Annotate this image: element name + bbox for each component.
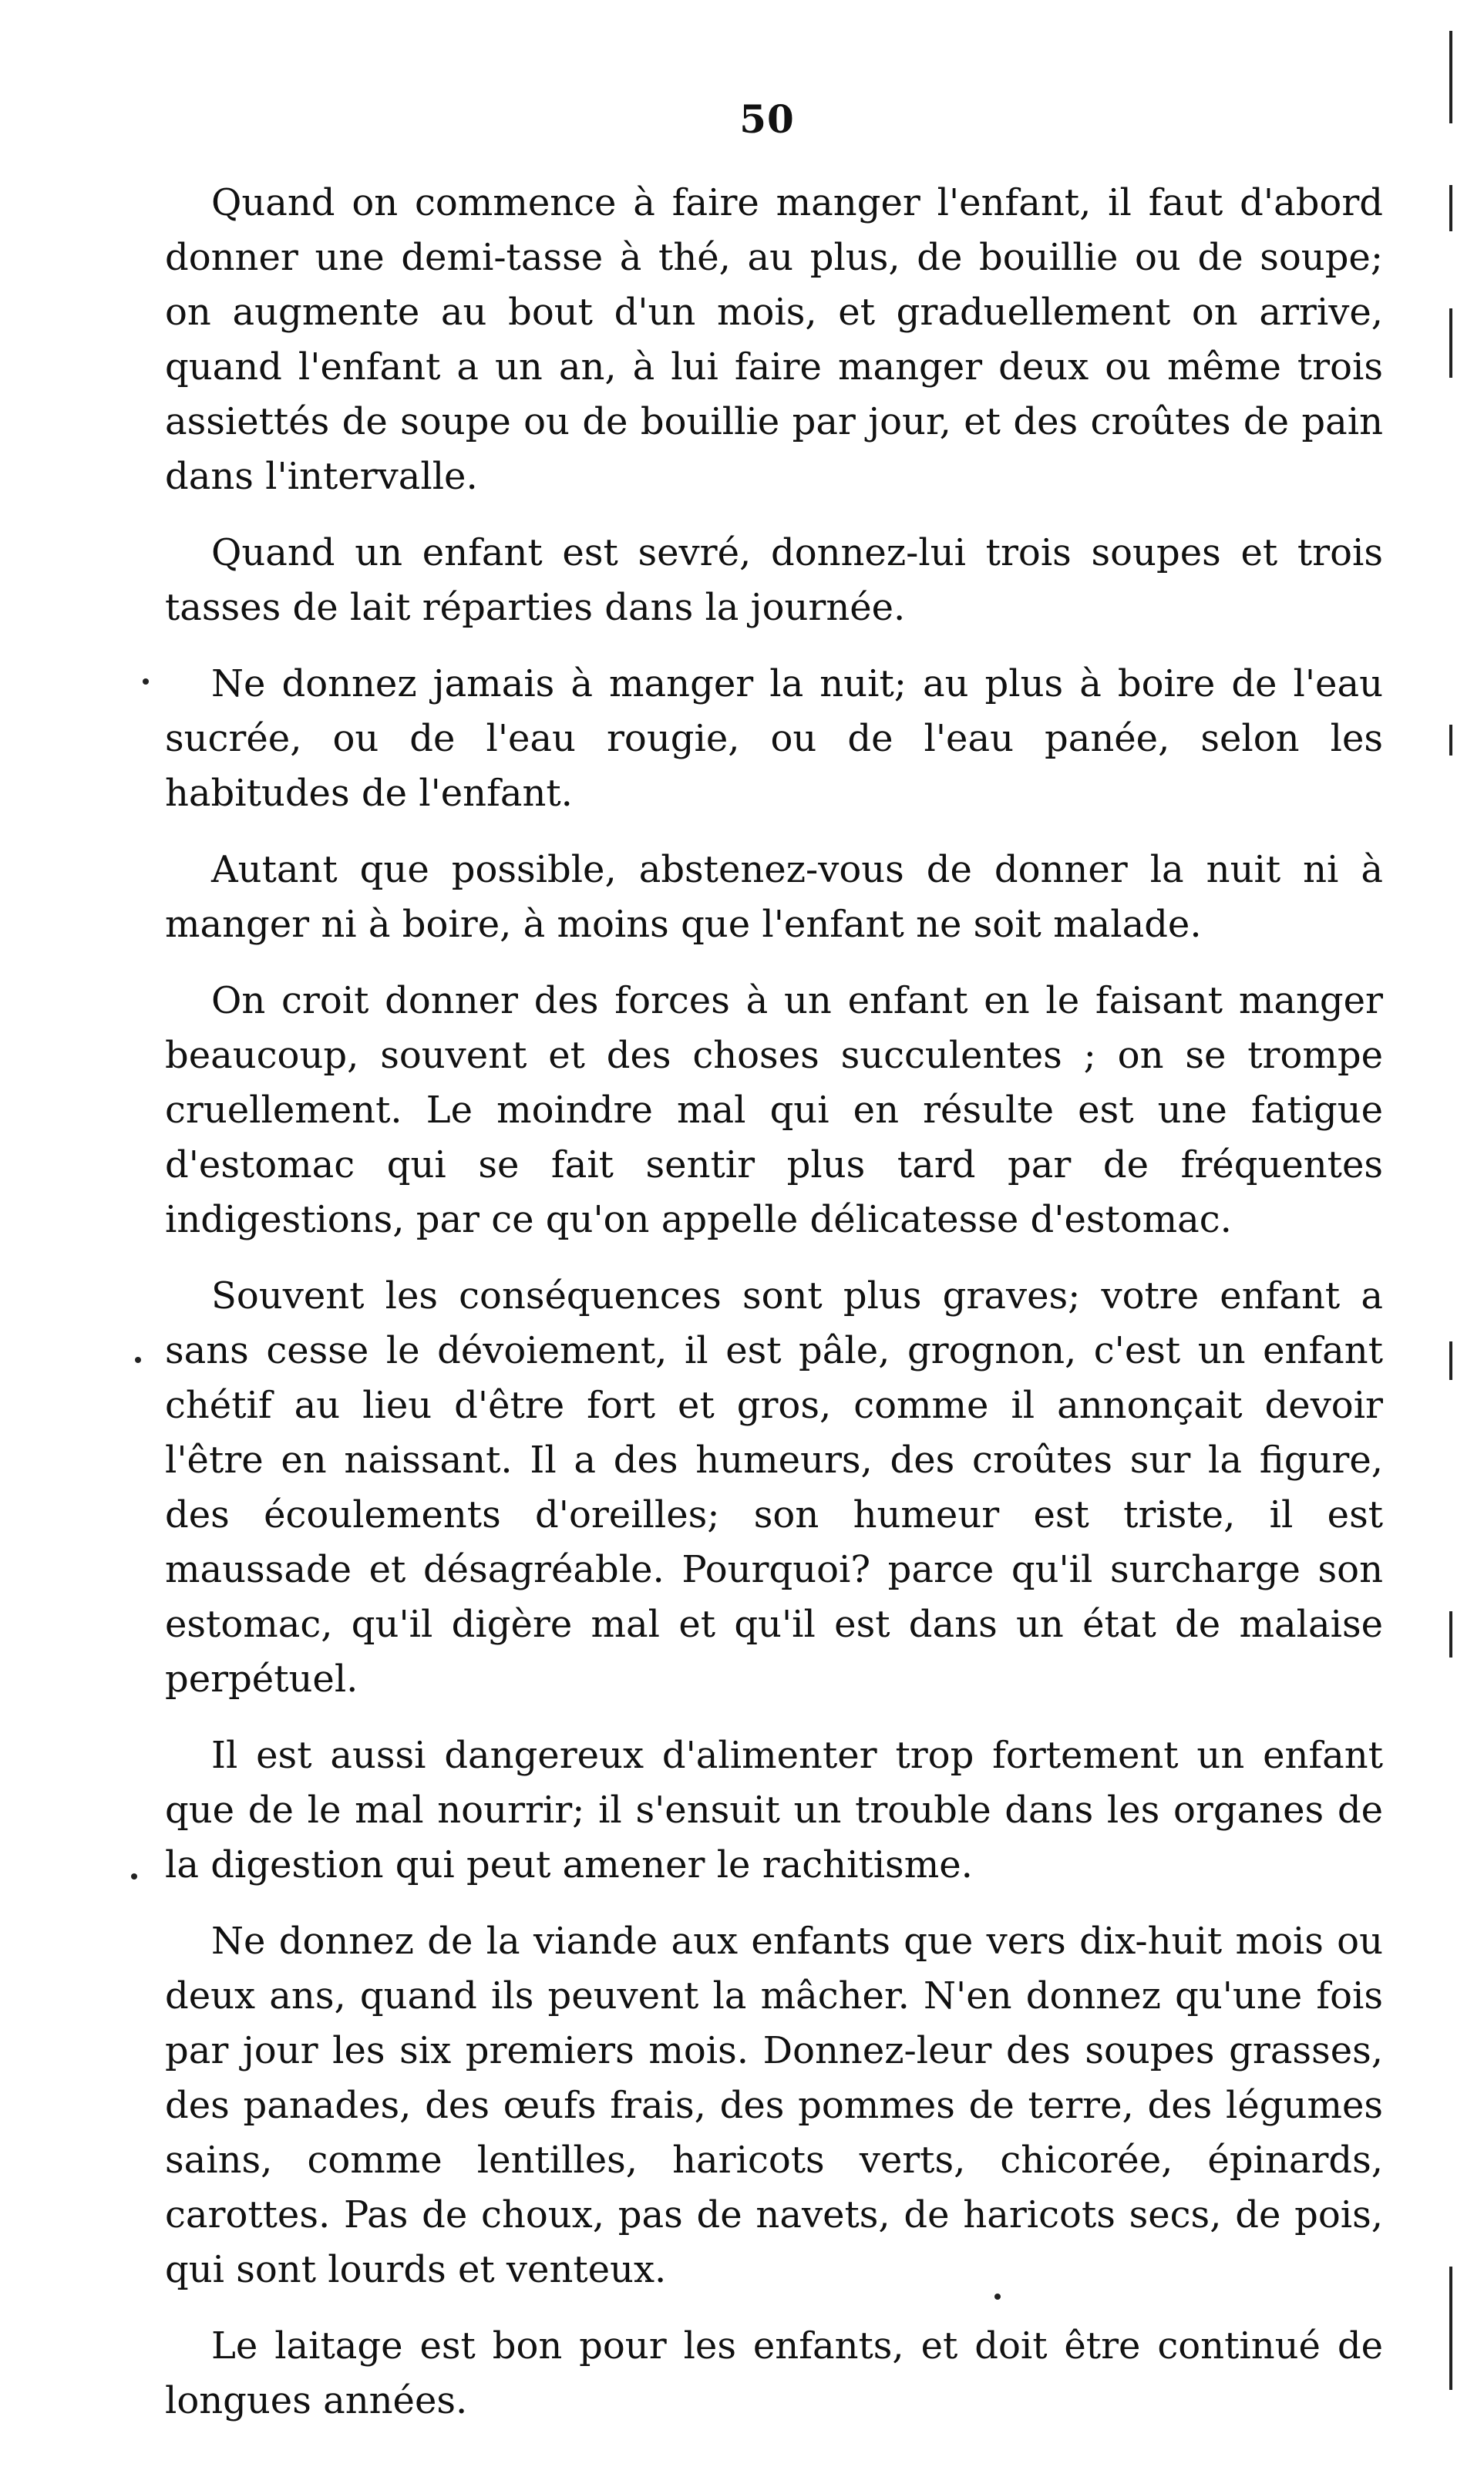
paragraph: Autant que possible, abstenez-vous de donner la nuit ni à manger ni à boire, à moins que l'enfant ne soit malade. <box>165 848 1383 946</box>
page-number: 50 <box>739 96 795 142</box>
paragraph: Ne donnez jamais à manger la nuit; au plus à boire de l'eau sucrée, ou de l'eau rougie, ou de l'eau panée, selon les habitudes de l'enfant. <box>165 662 1383 815</box>
edge-mark <box>1449 1341 1452 1380</box>
scan-speck <box>135 1357 141 1363</box>
edge-mark <box>1449 1611 1452 1658</box>
scan-speck <box>131 1873 137 1880</box>
edge-mark <box>1449 725 1452 756</box>
edge-mark <box>1449 308 1452 378</box>
edge-mark <box>1449 185 1452 231</box>
edge-mark <box>1449 2267 1452 2390</box>
scan-speck <box>994 2294 1001 2300</box>
paragraph: Il est aussi dangereux d'alimenter trop fortement un enfant que de le mal nourrir; il s'ensuit un trouble dans les organes de la digestion qui peut amener le rachitisme. <box>165 1734 1383 1886</box>
paragraph: Ne donnez de la viande aux enfants que vers dix-huit mois ou deux ans, quand ils peuvent la mâcher. N'en donnez qu'une fois par jour les six premiers mois. Donnez-leur des soupes grasses, des panades, des œufs frais, des pommes de terre, des légumes sains, comme lentilles, haricots verts, chicorée, épinards, carottes. Pas de choux, pas de navets, de haricots secs, de pois, qui sont lourds et venteux. <box>165 1920 1383 2291</box>
paragraph: Le laitage est bon pour les enfants, et doit être continué de longues années. <box>165 2324 1383 2422</box>
edge-mark <box>1449 31 1452 123</box>
body-text <box>165 176 1383 2450</box>
scan-speck <box>143 678 149 685</box>
paragraph: Souvent les conséquences sont plus graves; votre enfant a sans cesse le dévoiement, il est pâle, grognon, c'est un enfant chétif au lieu d'être fort et gros, comme il annonçait devoir l'être en naissant. Il a des humeurs, des croûtes sur la figure, des écoulements d'oreilles; son humeur est triste, il est maussade et désagréable. Pourquoi? parce qu'il surcharge son estomac, qu'il digère mal et qu'il est dans un état de malaise perpétuel. <box>165 1274 1383 1701</box>
paragraph: On croit donner des forces à un enfant en le faisant manger beaucoup, souvent et des choses succulentes ; on se trompe cruellement. Le moindre mal qui en résulte est une fatigue d'estomac qui se fait sentir plus tard par de fréquentes indigestions, par ce qu'on appelle délicatesse d'estomac. <box>165 979 1383 1241</box>
paragraph: Quand un enfant est sevré, donnez-lui trois soupes et trois tasses de lait réparties dans la journée. <box>165 531 1383 629</box>
page-edge <box>1447 31 1455 2436</box>
paragraph: Quand on commence à faire manger l'enfant, il faut d'abord donner une demi-tasse à thé, au plus, de bouillie ou de soupe; on augmente au bout d'un mois, et graduellement on arrive, quand l'enfant a un an, à lui faire manger deux ou même trois assiettés de soupe ou de bouillie par jour, et des croûtes de pain dans l'intervalle. <box>165 181 1383 498</box>
